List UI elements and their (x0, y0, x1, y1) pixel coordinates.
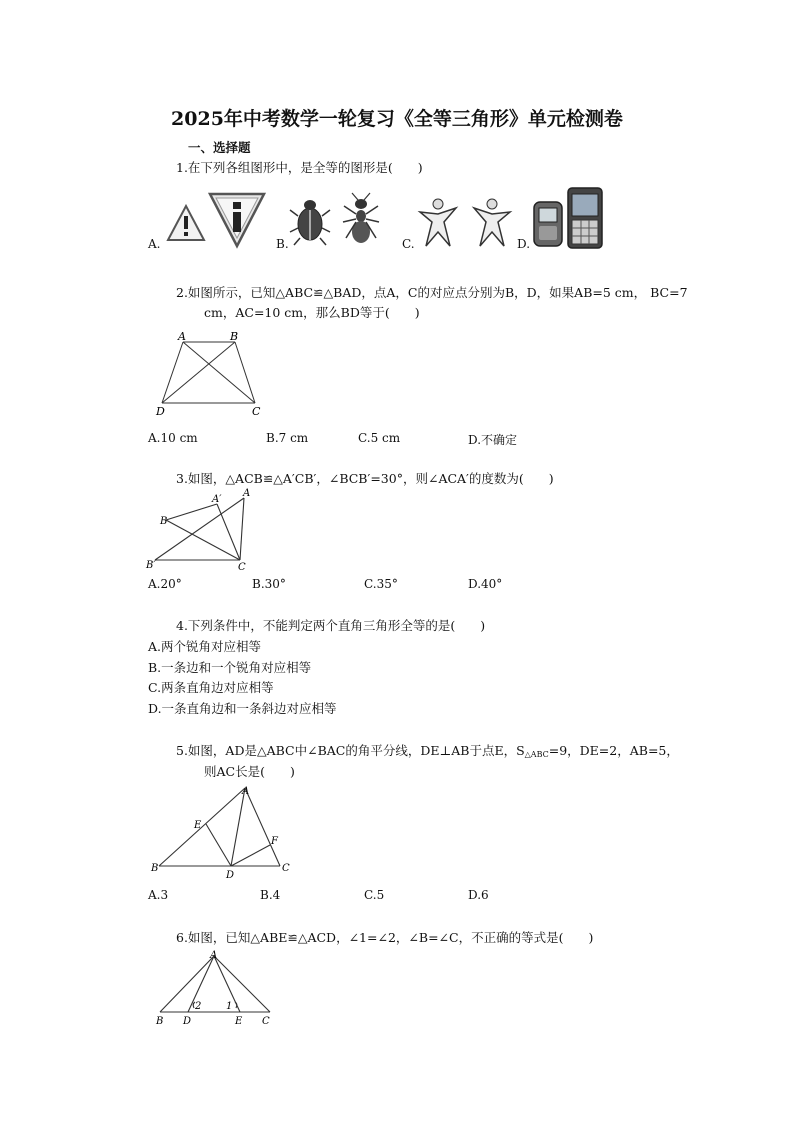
q4-option-c: C.两条直角边对应相等 (148, 680, 274, 695)
question-5-stem-line1 (176, 743, 679, 763)
ant-icon (343, 193, 379, 243)
q2-option-b: B.7 cm (266, 431, 309, 445)
q1-option-c: C. (402, 237, 415, 251)
question-4-stem: 4.下列条件中，不能判定两个直角三角形全等的是( ) (176, 618, 486, 633)
section-heading: 一、选择题 (188, 140, 251, 155)
q5-angle-bisector-diagram (146, 782, 296, 882)
q3-label-b-prime: B′ (146, 560, 156, 571)
beetle-icon (290, 200, 330, 245)
question-6-stem: 6.如图，已知△ABE≌△ACD，∠1=∠2，∠B=∠C，不正确的等式是( ) (176, 930, 594, 945)
q4-option-b: B.一条边和一个锐角对应相等 (148, 660, 312, 675)
q2-option-c: C.5 cm (358, 431, 401, 445)
q1-warning-signs-figure (160, 188, 270, 250)
q3-label-b: B (160, 516, 168, 527)
q5-option-b: B.4 (260, 888, 281, 902)
q1-option-d: D. (517, 237, 531, 251)
q2-option-a: A.10 cm (148, 431, 198, 445)
q5-area-subscript: △ABC (524, 750, 549, 759)
q3-option-c: C.35° (364, 577, 398, 591)
question-1-stem: 1.在下列各组图形中，是全等的图形是( ) (176, 160, 423, 175)
q3-label-a-prime: A′ (212, 494, 222, 505)
q5-option-d: D.6 (468, 888, 489, 902)
q1-stick-figures-figure (414, 194, 520, 250)
q5-label-b: B (151, 863, 159, 874)
q5-label-f: F (271, 836, 278, 847)
q3-option-d: D.40° (468, 577, 503, 591)
q6-label-b: B (156, 1016, 164, 1027)
q5-label-e: E (194, 820, 202, 831)
q2-label-d: D (156, 405, 165, 418)
q3-label-a: A (243, 488, 251, 499)
q2-label-a: A (178, 330, 186, 343)
q6-angle-label-1: 1 (226, 1001, 233, 1012)
q3-label-c: C (238, 562, 246, 573)
q1-phones-figure (530, 184, 626, 250)
q6-label-c: C (262, 1016, 270, 1027)
page-title: 2025年中考数学一轮复习《全等三角形》单元检测卷 (171, 108, 623, 130)
q5-label-c: C (282, 863, 290, 874)
flip-phone-icon (534, 202, 562, 246)
q6-label-e: E (235, 1016, 243, 1027)
question-2-stem-line1: 2.如图所示，已知△ABC≌△BAD，点A，C的对应点分别为B，D，如果AB=5 cm， BC=7 (176, 285, 688, 300)
q1-bug-figure (288, 192, 398, 248)
q6-angle-label-2: 2 (195, 1001, 202, 1012)
q5-option-c: C.5 (364, 888, 385, 902)
q5-stem-part-b: =9，DE=2，AB=5， (548, 743, 679, 758)
q2-label-c: C (252, 405, 261, 418)
bar-phone-icon (568, 188, 602, 248)
question-2-stem-line2: cm，AC=10 cm，那么BD等于( ) (204, 305, 420, 320)
q1-option-a: A. (148, 237, 161, 251)
warning-triangle-small-icon (168, 206, 204, 240)
q5-option-a: A.3 (148, 888, 169, 902)
star-figure-right-icon (474, 199, 510, 246)
q4-option-d: D.一条直角边和一条斜边对应相等 (148, 701, 337, 716)
q1-option-b: B. (276, 237, 289, 251)
question-3-stem: 3.如图，△ACB≌△A′CB′，∠BCB′=30°，则∠ACA′的度数为( ) (176, 471, 554, 486)
q6-label-a: A (210, 950, 218, 961)
q3-rotated-triangles-diagram (142, 488, 272, 574)
q4-option-a: A.两个锐角对应相等 (148, 639, 262, 654)
warning-triangle-large-icon (210, 194, 264, 246)
q5-stem-part-a: 5.如图，AD是△ABC中∠BAC的角平分线，DE⊥AB于点E，S (176, 743, 525, 758)
q6-congruent-triangles-diagram (150, 948, 280, 1030)
q6-label-d: D (183, 1016, 192, 1027)
q5-label-d: D (226, 870, 235, 881)
q2-option-d: D.不确定 (468, 433, 518, 447)
q2-label-b: B (230, 330, 239, 343)
q3-option-b: B.30° (252, 577, 286, 591)
q5-label-a: A (242, 786, 250, 797)
star-figure-left-icon (420, 199, 456, 246)
question-5-stem-line2: 则AC长是( ) (204, 764, 295, 779)
q2-trapezoid-diagram (150, 330, 270, 418)
q3-option-a: A.20° (148, 577, 182, 591)
